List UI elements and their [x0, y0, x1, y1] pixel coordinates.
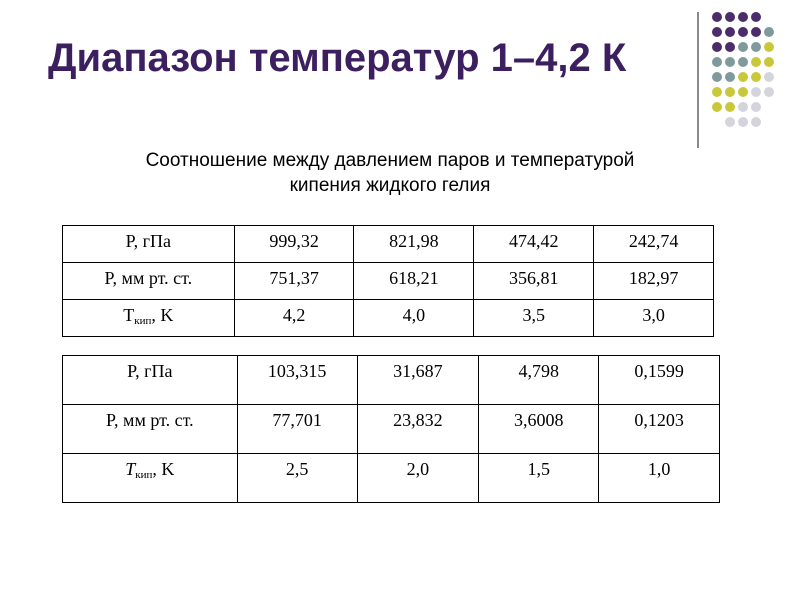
value-cell: [479, 454, 599, 503]
decorative-dot: [738, 27, 748, 37]
cell-value: 242,74: [628, 231, 679, 251]
decorative-dot: [712, 42, 722, 52]
slide-title: Диапазон температур 1–4,2 К: [48, 36, 627, 80]
decorative-dot: [712, 87, 722, 97]
decorative-dot: [725, 12, 735, 22]
cell-value: 3,0: [642, 305, 665, 325]
row-label: [63, 300, 234, 327]
decorative-dot: [712, 72, 722, 82]
label-subscript: кип: [134, 315, 152, 327]
cell-value: 821,98: [389, 231, 439, 251]
decorative-dot: [764, 87, 774, 97]
decorative-dot: [712, 57, 722, 67]
cell-value: 0,1203: [634, 410, 684, 430]
value-cell: [599, 454, 720, 503]
cell-value: 2,5: [285, 459, 309, 479]
value-cell: [479, 356, 599, 405]
value-cell: [474, 263, 594, 300]
decorative-dot: [725, 27, 735, 37]
cell-value: 1,0: [647, 459, 671, 479]
decorative-dot: [712, 102, 722, 112]
decorative-dot: [751, 12, 761, 22]
decorative-dot: [738, 42, 748, 52]
caption-line-1: Соотношение между давлением паров и температурой: [145, 150, 635, 171]
decorative-dot: [764, 72, 774, 82]
row-label: P, гПа: [127, 361, 173, 381]
row-label-cell: [63, 454, 238, 503]
decorative-dot: [725, 57, 735, 67]
row-label-cell: [63, 300, 235, 337]
cell-value: 4,798: [518, 361, 559, 381]
value-cell: [354, 263, 474, 300]
value-cell: [234, 263, 354, 300]
row-label: P, мм рт. ст.: [104, 268, 193, 288]
row-label: P, мм рт. ст.: [106, 410, 194, 430]
label-unit: , K: [152, 459, 175, 479]
table-row: [63, 300, 714, 337]
row-label: P, гПа: [125, 231, 172, 251]
decorative-dot: [751, 102, 761, 112]
table-row: [63, 405, 720, 454]
cell-value: 3,5: [522, 305, 545, 325]
decorative-dot: [725, 72, 735, 82]
label-main: T: [125, 459, 136, 479]
cell-value: 474,42: [508, 231, 559, 251]
value-cell: [354, 226, 474, 263]
decorative-dot: [738, 102, 748, 112]
value-cell: [474, 226, 594, 263]
value-cell: [237, 454, 357, 503]
divider-line: [697, 12, 699, 148]
row-label-cell: [63, 263, 235, 300]
cell-value: 103,315: [267, 361, 327, 381]
cell-value: 356,81: [508, 268, 559, 288]
value-cell: [357, 454, 479, 503]
decorative-dot: [725, 102, 735, 112]
cell-value: 23,832: [393, 410, 443, 430]
data-table-2: [62, 355, 720, 503]
decorative-dot: [712, 12, 722, 22]
table-caption: [90, 148, 690, 198]
value-cell: [237, 356, 357, 405]
cell-value: 31,687: [393, 361, 443, 381]
decorative-dot: [764, 27, 774, 37]
row-label-cell: [63, 405, 238, 454]
decorative-dot: [725, 87, 735, 97]
decorative-dot: [725, 117, 735, 127]
cell-value: 4,2: [282, 305, 306, 325]
value-cell: [599, 405, 720, 454]
value-cell: [594, 263, 714, 300]
value-cell: [234, 300, 354, 337]
row-label-cell: [63, 356, 238, 405]
decorative-dot: [725, 42, 735, 52]
decorative-dot: [738, 12, 748, 22]
value-cell: [357, 356, 479, 405]
caption-line-2: кипения жидкого гелия: [289, 175, 491, 196]
value-cell: [594, 300, 714, 337]
decorative-dot: [751, 57, 761, 67]
cell-value: 1,5: [527, 459, 550, 479]
value-cell: [354, 300, 474, 337]
table-row: [63, 226, 714, 263]
decorative-dot: [738, 72, 748, 82]
cell-value: 77,701: [272, 410, 322, 430]
decorative-dot: [751, 42, 761, 52]
cell-value: 751,37: [269, 268, 319, 288]
decorative-dot: [751, 72, 761, 82]
decorative-dot: [751, 117, 761, 127]
cell-value: 0,1599: [634, 361, 684, 381]
label-subscript: кип: [135, 469, 153, 481]
decorative-dot: [751, 27, 761, 37]
value-cell: [599, 356, 720, 405]
decorative-dot: [738, 87, 748, 97]
row-label: [63, 454, 237, 481]
row-label-cell: [63, 226, 235, 263]
cell-value: 182,97: [628, 268, 679, 288]
value-cell: [479, 405, 599, 454]
decorative-dot: [738, 117, 748, 127]
value-cell: [234, 226, 354, 263]
table-row: [63, 356, 720, 405]
cell-value: 2,0: [406, 459, 430, 479]
value-cell: [237, 405, 357, 454]
decorative-dot: [764, 42, 774, 52]
value-cell: [474, 300, 594, 337]
table-row: [63, 263, 714, 300]
value-cell: [357, 405, 479, 454]
decorative-dot: [712, 27, 722, 37]
label-unit: , K: [151, 305, 174, 325]
value-cell: [594, 226, 714, 263]
decorative-dot: [751, 87, 761, 97]
decorative-dot: [738, 57, 748, 67]
cell-value: 4,0: [402, 305, 426, 325]
data-table-1: [62, 225, 714, 337]
cell-value: 3,6008: [513, 410, 564, 430]
label-main: T: [123, 305, 135, 325]
cell-value: 999,32: [269, 231, 319, 251]
table-row: [63, 454, 720, 503]
decorative-dot: [764, 57, 774, 67]
cell-value: 618,21: [389, 268, 439, 288]
